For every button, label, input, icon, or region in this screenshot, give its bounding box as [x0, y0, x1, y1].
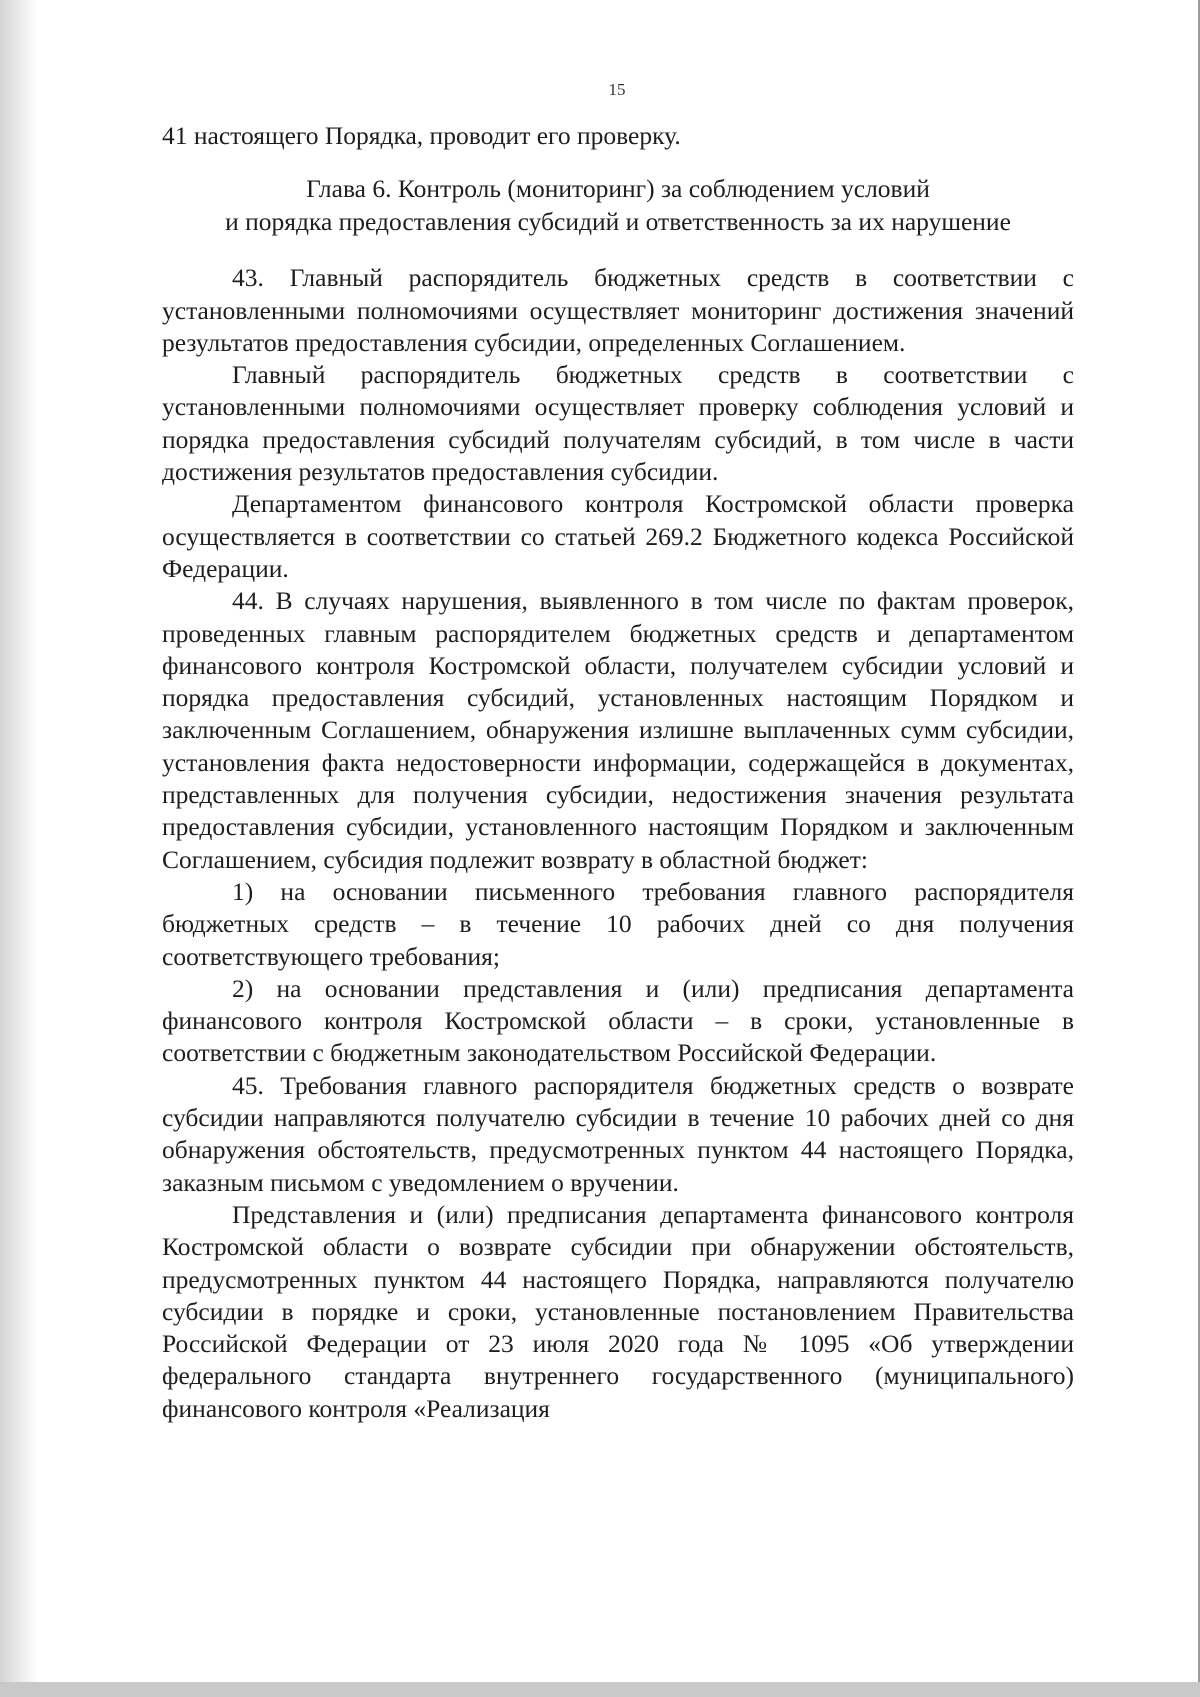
paragraph-44-item-2: 2) на основании представления и (или) предписания департамента финансового контроля Костромской области – в сроки, установленные в соответствии с бюджетным законодательством Российской Федерации.: [162, 973, 1074, 1068]
chapter-heading: [162, 172, 1074, 238]
paragraph-43: 43. Главный распорядитель бюджетных средств в соответствии с установленными полномочиями осуществляет мониторинг достижения значений результатов предоставления субсидии, определенных Соглашением.: [162, 263, 1074, 357]
chapter-heading-line-1: Глава 6. Контроль (мониторинг) за соблюдением условий: [306, 174, 930, 204]
paragraph-45-representations: Представления и (или) предписания департамента финансового контроля Костромской области о возврате субсидии при обнаружении обстоятельств, предусмотренных пунктом 44 настоящего Порядка, направляются получателю субсидии в порядке и сроки, установленные постановлением Правительства Российской Федерации от 23 июля 2020 года № 1095 «Об утверждении федерального стандарта внутреннего государственного (муниципального) финансового контроля «Реализация: [162, 1199, 1074, 1423]
paragraph-45: 45. Требования главного распорядителя бюджетных средств о возврате субсидии направляются получателю субсидии в течение 10 рабочих дней со дня обнаружения обстоятельств, предусмотренных пунктом 44 настоящего Порядка, заказным письмом с уведомлением о вручении.: [162, 1070, 1074, 1197]
paragraph-43-monitoring: Главный распорядитель бюджетных средств в соответствии с установленными полномочиями осуществляет проверку соблюдения условий и порядка предоставления субсидий получателям субсидий, в том числе в части достижения результатов предоставления субсидии.: [162, 360, 1074, 487]
continuation-line: 41 настоящего Порядка, проводит его проверку.: [162, 121, 681, 150]
page-number: 15: [608, 80, 626, 99]
document-body: [162, 120, 1074, 1425]
scan-bottom-edge: [0, 1682, 1200, 1697]
paragraph-44: 44. В случаях нарушения, выявленного в том числе по фактам проверок, проведенных главным распорядителем бюджетных средств и департаментом финансового контроля Костромской области, получателем субсидии условий и порядка предоставления субсидий, установленных настоящим Порядком и заключенным Соглашением, обнаружения излишне выплаченных сумм субсидии, установления факта недостоверности информации, содержащейся в документах, представленных для получения субсидии, недостижения значения результата предоставления субсидии, установленного настоящим Порядком и заключенным Соглашением, субсидия подлежит возврату в областной бюджет:: [162, 586, 1074, 874]
scan-gutter-shadow: [0, 0, 38, 1682]
paragraph-43-department: Департаментом финансового контроля Костромской области проверка осуществляется в соответствии со статьей 269.2 Бюджетного кодекса Российской Федерации.: [162, 489, 1074, 583]
chapter-heading-line-2: и порядка предоставления субсидий и ответственность за их нарушение: [225, 207, 1011, 237]
paragraph-44-item-1: 1) на основании письменного требования главного распорядителя бюджетных средств – в течение 10 рабочих дней со дня получения соответствующего требования;: [162, 876, 1074, 971]
